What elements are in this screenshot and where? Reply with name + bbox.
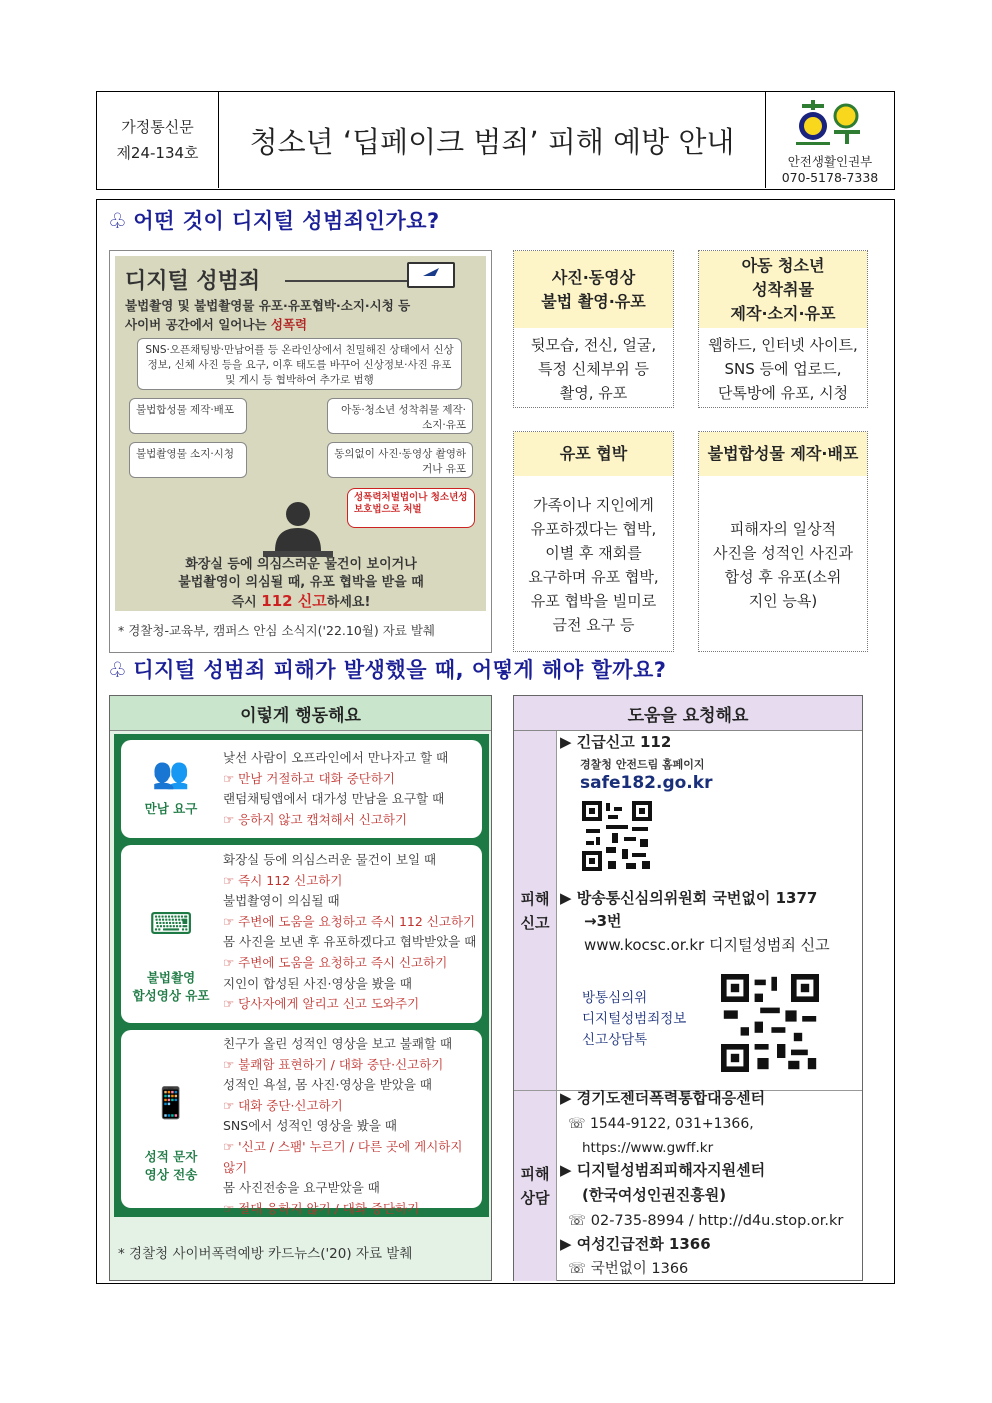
card-line: ☞ 응하지 않고 캡쳐해서 신고하기: [223, 811, 408, 827]
report-label: 피해 신고: [514, 731, 557, 1090]
box-distribution-threat-body: 가족이나 지인에게 유포하겠다는 협박, 이별 후 재회를 요구하며 유포 협박, 유포 협박을 빌미로 금전 요구 등: [528, 495, 659, 634]
notice-line2: 불법촬영이 의심될 때, 유포 협박을 받을 때: [178, 575, 424, 590]
card-line: 친구가 올린 성적인 영상을 보고 불쾌할 때: [223, 1036, 453, 1051]
keyboard-icon: ⌨: [149, 907, 193, 942]
school-logo-icon: [796, 100, 864, 146]
kocsc-line1: ▶ 방송통신심의위원회 국번없이 1377: [560, 889, 818, 907]
card-line: ☞ 주변에 도움을 요청하고 즉시 신고하기: [223, 954, 448, 970]
notice-line3: [125, 592, 477, 612]
card-line: ☞ 즉시 112 신고하기: [223, 872, 343, 888]
notice-line3-suffix: 하세요!: [326, 595, 371, 610]
kocsc-talk1: 방통심의위: [582, 990, 648, 1006]
notice-112: 112 신고: [261, 592, 327, 610]
card-filming-lines: [223, 850, 478, 1015]
clover-icon: ♧: [108, 209, 128, 233]
infographic-notice: [125, 556, 477, 612]
gg-center-name: ▶ 경기도젠더폭력통합대응센터: [560, 1089, 766, 1107]
box-synthetic-media: [698, 431, 868, 652]
women-hotline-phone: ☏ 국번없이 1366: [568, 1261, 689, 1277]
card-filming-icon-block: [131, 887, 211, 1005]
box-distribution-threat: [513, 431, 674, 652]
infographic-sub2-red: 성폭력: [270, 317, 308, 332]
infographic-subtitle: [125, 296, 477, 334]
bubble-exploitation: 아동·청소년 성착취물 제작·소지·유포: [327, 398, 473, 434]
card-meeting-request: [121, 740, 482, 838]
card-line: ☞ 만남 거절하고 대화 중단하기: [223, 770, 396, 786]
gg-center-phone: ☏ 1544-9122, 031+1366,: [568, 1116, 754, 1132]
box-child-exploitation: [698, 250, 868, 408]
card-messages-lines: [223, 1034, 478, 1219]
card-meeting-lines: [223, 748, 478, 830]
kocsc-link-line: [584, 934, 830, 956]
kocsc-url-suffix: 디지털성범죄 신고: [704, 936, 830, 954]
infographic-source: * 경찰청-교육부, 캠퍼스 안심 소식지('22.10월) 자료 발췌: [118, 623, 435, 638]
page-title: 청소년 ‘딥페이크 범죄’ 피해 예방 안내: [249, 124, 735, 159]
gg-center-url[interactable]: https://www.gwff.kr: [582, 1140, 714, 1156]
consult-label: 피해 상담: [514, 1091, 557, 1281]
infographic-sub2: [125, 315, 477, 334]
card-line: 불법촬영이 의심될 때: [223, 893, 340, 909]
safe182-caption: 경찰청 안전드림 홈페이지: [580, 758, 705, 771]
title-underline: [285, 280, 425, 282]
card-line: 성적인 욕설, 몸 사진·영상을 받았을 때: [223, 1077, 432, 1093]
card-line: 화장실 등에 의심스러운 물건이 보일 때: [223, 852, 437, 867]
department-phone: 070-5178-7338: [781, 170, 879, 185]
card-line: 몸 사진을 보낸 후 유포하겠다고 협박받았을 때: [223, 934, 477, 950]
school-logo-block: [765, 92, 893, 188]
card-line: 랜덤채팅앱에서 대가성 만남을 요구할 때: [223, 791, 445, 807]
kocsc-talk-block: [582, 988, 686, 1051]
section2-heading: [108, 654, 666, 684]
box-illegal-filming-title: 사진·동영상 불법 촬영·유포: [514, 251, 673, 328]
box-synthetic-media-body: 피해자의 일상적 사진을 성적인 사진과 합성 후 유포(소위 지인 능욕): [713, 519, 853, 610]
bubble-grooming: SNS·오픈채팅방·만남어플 등 온라인상에서 친밀해진 상태에서 신상정보, 신체 사진 등을 요구, 이후 태도를 바꾸어 신상정보·사진 유포 및 게시 등 협박하여 추가로 범행: [137, 338, 462, 390]
card-line: 낯선 사람이 오프라인에서 만나자고 할 때: [223, 750, 449, 765]
card-meeting-icon-block: [131, 754, 211, 818]
box-illegal-filming: [513, 250, 674, 408]
help-panel-header: 도움을 요청해요: [514, 696, 862, 731]
kocsc-qr-code[interactable]: [721, 974, 819, 1072]
infographic-sub2-prefix: 사이버 공간에서 일어나는: [125, 317, 271, 332]
card-line: SNS에서 성적인 영상을 봤을 때: [223, 1118, 397, 1134]
box-distribution-threat-title: 유포 협박: [514, 432, 673, 476]
help-panel: [513, 695, 863, 1281]
card-illegal-filming: [121, 845, 482, 1023]
card-line: ☞ 불쾌함 표현하기 / 대화 중단·신고하기: [223, 1056, 444, 1072]
punishment-badge: 성폭력처벌법이나 청소년성보호법으로 처벌: [347, 488, 475, 528]
card-sexual-messages: [121, 1030, 482, 1216]
notice-line3-prefix: 즉시: [231, 595, 262, 610]
smartphone-hand-icon: 📱: [152, 1086, 190, 1121]
kocsc-talk3: 신고상담톡: [582, 1032, 648, 1048]
notice-header: [96, 91, 895, 190]
kocsc-talk2: 디지털성범죄정보: [582, 1011, 687, 1027]
notice-label: 가정통신문: [121, 118, 194, 136]
card-messages-icon-block: [131, 1066, 211, 1184]
action-source: * 경찰청 사이버폭력예방 카드뉴스('20) 자료 발췌: [118, 1246, 413, 1262]
card-line: 몸 사진전송을 요구받았을 때: [223, 1180, 380, 1196]
box-synthetic-media-title: 불법합성물 제작·배포: [699, 432, 867, 476]
bubble-synthetic: 불법합성물 제작·배포: [129, 398, 247, 434]
card-line: ☞ 당사자에게 알리고 신고 도와주기: [223, 996, 420, 1012]
clover-icon: ♧: [108, 658, 128, 682]
laptop-icon: [407, 262, 455, 288]
d4u-center-name: ▶ 디지털성범죄피해자지원센터: [560, 1161, 766, 1179]
section1-heading: [108, 205, 440, 235]
card-line: ☞ 주변에 도움을 요청하고 즉시 112 신고하기: [223, 913, 476, 929]
safe182-qr-code[interactable]: [582, 801, 652, 871]
department-name: 안전생활인권부: [787, 154, 873, 169]
action-cards-container: [114, 734, 489, 1217]
action-panel: [109, 695, 492, 1281]
infographic-sub1: 불법촬영 및 불법촬영물 유포·유포협박·소지·시청 등: [125, 298, 411, 313]
notice-number: [97, 92, 219, 188]
box-child-exploitation-title: 아동 청소년 성착취물 제작·소지·유포: [699, 251, 867, 328]
infographic-title: 디지털 성범죄: [125, 269, 261, 294]
kocsc-line2: →3번: [584, 912, 622, 930]
section1-heading-text: 어떤 것이 디지털 성범죄인가요?: [133, 209, 440, 233]
infographic-panel: [115, 256, 486, 611]
women-hotline-name: ▶ 여성긴급전화 1366: [560, 1235, 711, 1253]
phone-people-icon: 👥: [152, 756, 190, 791]
emergency-112: ▶ 긴급신고 112: [560, 733, 672, 751]
card-line: ☞ '신고 / 스팸' 누르기 / 다른 곳에 게시하지 않기: [223, 1138, 463, 1175]
card-filming-label: 불법촬영 합성영상 유포: [132, 970, 210, 1003]
notice-line1: 화장실 등에 의심스러운 물건이 보이거나: [185, 557, 417, 572]
box-child-exploitation-body: 웹하드, 인터넷 사이트, SNS 등에 업로드, 단톡방에 유포, 시청: [708, 335, 858, 402]
d4u-org: (한국여성인권진흥원): [582, 1186, 727, 1204]
action-panel-header: 이렇게 행동해요: [110, 696, 491, 731]
department-contact: [766, 154, 894, 186]
card-line: ☞ 대화 중단·신고하기: [223, 1097, 343, 1113]
card-line: 지인이 합성된 사진·영상을 봤을 때: [223, 975, 412, 991]
card-line: ☞ 절대 응하지 않기 / 대화 중단하기: [223, 1200, 420, 1216]
bubble-possession: 불법촬영물 소지·시청: [129, 442, 247, 478]
digital-crime-infographic: [109, 250, 492, 653]
bubble-filming: 동의없이 사진·동영상 촬영하거나 유포: [327, 442, 473, 478]
box-illegal-filming-body: 뒷모습, 전신, 얼굴, 특정 신체부위 등 촬영, 유포: [530, 335, 657, 402]
safe182-url[interactable]: safe182.go.kr: [580, 773, 713, 793]
notice-issue: 제24-134호: [116, 144, 199, 162]
d4u-contact: ☏ 02-735-8994 / http://d4u.stop.or.kr: [568, 1213, 844, 1229]
kocsc-url[interactable]: www.kocsc.or.kr: [584, 936, 705, 954]
section2-heading-text: 디지털 성범죄 피해가 발생했을 때, 어떻게 해야 할까요?: [133, 658, 667, 682]
card-meeting-label: 만남 요구: [144, 801, 198, 816]
card-messages-label: 성적 문자 영상 전송: [144, 1149, 198, 1182]
